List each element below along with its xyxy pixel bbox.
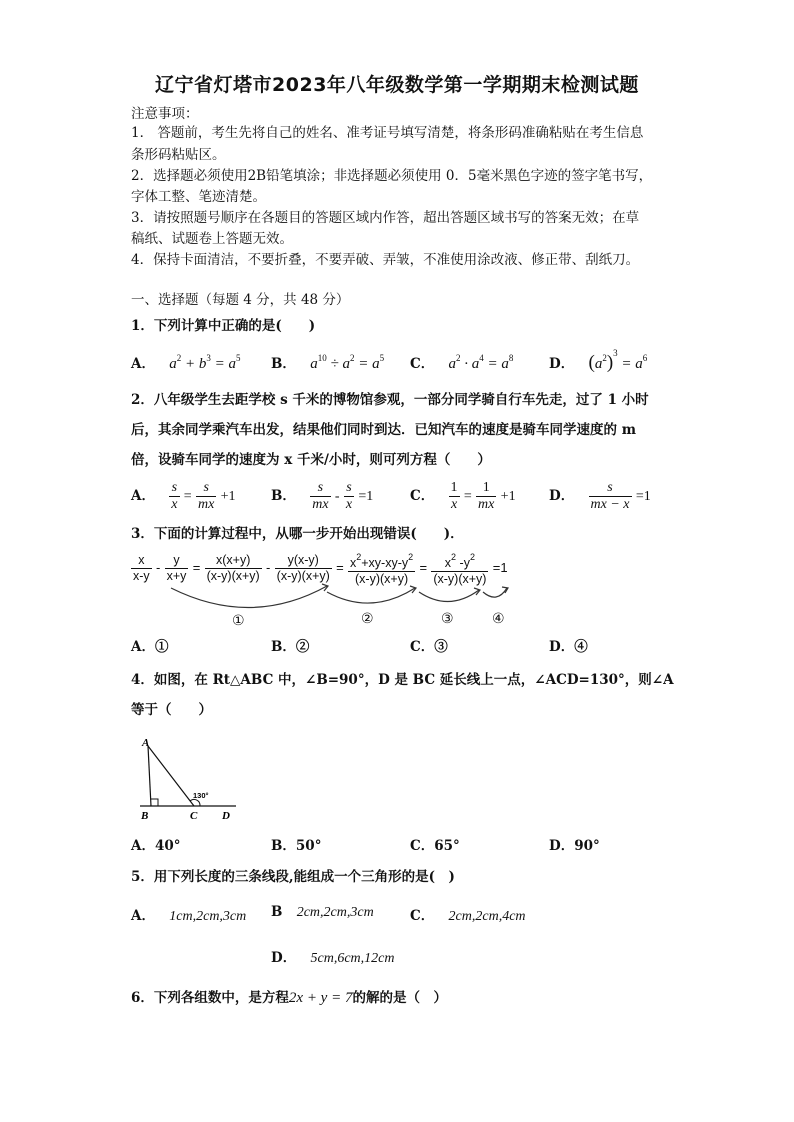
q3-step-arrows: [131, 580, 531, 630]
question-2-line: 后，其余同学乘汽车出发，结果他们同时到达．已知汽车的速度是骑车同学速度的 m: [131, 422, 636, 438]
option-label: C．: [410, 908, 435, 924]
q2-option-b: B． $\frac{s}{mx}$ - $\frac{s}{x}$ =1: [271, 480, 374, 512]
notice-line: 4．保持卡面清洁，不要折叠，不要弄破、弄皱，不准使用涂改液、修正带、刮纸刀。: [131, 252, 640, 268]
q3-option-c: C．③: [410, 639, 448, 655]
q1-option-b: B． $a^{10} \div a^2 = a^5$: [271, 353, 385, 372]
vertex-a-label: A: [142, 737, 150, 749]
vertex-c-label: C: [190, 810, 198, 822]
notice-line: 条形码粘贴区。: [131, 147, 226, 163]
question-2-line: 倍，设骑车同学的速度为 x 千米/小时，则可列方程（ ）: [131, 452, 491, 468]
q5-option-d-value: 5cm,6cm,12cm: [310, 951, 395, 966]
q5-option-a-value: 1cm,2cm,3cm: [169, 909, 247, 924]
q4-option-a: A．40°: [131, 838, 181, 854]
q3-option-b: B．②: [271, 639, 310, 655]
q3-step-2: ②: [361, 611, 374, 627]
section-heading: 一、选择题（每题 4 分，共 48 分）: [131, 292, 350, 308]
question-5-stem: 5．用下列长度的三条线段,能组成一个三角形的是( ): [131, 869, 455, 885]
q5-option-c-value: 2cm,2cm,4cm: [448, 909, 526, 924]
q3-step-4: ④: [492, 611, 505, 627]
option-label: D．: [549, 356, 575, 372]
q6-equation: 2x + y = 7: [288, 990, 353, 1006]
question-2-line: 2．八年级学生去距学校 s 千米的博物馆参观，一部分同学骑自行车先走，过了 1 小时: [131, 392, 649, 408]
q6-stem-after: 的解的是（ ）: [352, 990, 447, 1006]
notice-line: 2．选择题必须使用2B铅笔填涂；非选择题必须使用 0．5毫米黑色字迹的签字笔书写，: [131, 168, 653, 184]
q4-option-c: C．65°: [410, 838, 460, 854]
option-label: B．: [271, 356, 296, 372]
notice-line: 1． 答题前，考生先将自己的姓名、准考证号填写清楚，将条形码准确粘贴在考生信息: [131, 125, 644, 141]
question-1-stem: 1．下列计算中正确的是( ): [131, 318, 316, 334]
q2-option-d: D． $\frac{s}{mx - x}$ =1: [549, 480, 651, 512]
vertex-d-label: D: [222, 810, 230, 822]
question-4-line: 等于（ ）: [131, 702, 212, 718]
notice-line: 稿纸、试题卷上答题无效。: [131, 231, 293, 247]
q5-option-a: [131, 904, 246, 925]
q3-option-a: A．①: [131, 639, 169, 655]
triangle-figure: [138, 734, 248, 824]
q3-computation: $\frac{x}{x-y}$ - $\frac{y}{x+y}$ = $\frac{x(x+y)}{(x-y)(x+y)}$ - $\frac{y(x-y)}{(x-y)(x+y)}$ = $\frac{x^2+xy-xy-y^2}{(x-y)(x+y)}$ = $\frac{x^2 -y^2}{(x-y)(x+y)}$ =1: [133, 552, 508, 586]
notice-line: 字体工整、笔迹清楚。: [131, 189, 266, 205]
question-4-line: 4．如图，在 Rt△ABC 中，∠B=90°，D 是 BC 延长线上一点，∠ACD=130°，则∠A: [131, 672, 674, 688]
q2-option-c: C． $\frac{1}{x}$ = $\frac{1}{mx}$ +1: [410, 480, 516, 512]
option-label: A．: [131, 908, 155, 924]
question-6-stem: [131, 988, 447, 1008]
notice-heading: 注意事项：: [131, 106, 199, 122]
option-label: D．: [271, 950, 297, 966]
q1-option-d: D． $(a^2)^3 = a^6$: [549, 348, 648, 373]
option-label: C．: [410, 488, 435, 504]
option-label: A．: [131, 356, 155, 372]
q5-option-b-value: 2cm,2cm,3cm: [296, 905, 374, 920]
q4-option-d: D．90°: [549, 838, 600, 854]
notice-line: 3．请按照题号顺序在各题目的答题区域内作答，超出答题区域书写的答案无效；在草: [131, 210, 640, 226]
q4-option-b: B．50°: [271, 838, 322, 854]
q2-option-a: A． $\frac{s}{x}$ = $\frac{s}{mx}$ +1: [131, 480, 236, 512]
angle-label: 130°: [193, 791, 209, 800]
q1-option-a: A． $a^2 + b^3 = a^5$: [131, 353, 241, 372]
option-label: B: [271, 904, 283, 920]
page-title: 辽宁省灯塔市2023年八年级数学第一学期期末检测试题: [155, 74, 639, 96]
option-label: C．: [410, 356, 435, 372]
q5-option-b: [271, 904, 374, 921]
question-3-stem: 3．下面的计算过程中，从哪一步开始出现错误( )．: [131, 526, 464, 542]
vertex-b-label: B: [141, 810, 149, 822]
option-label: A．: [131, 488, 155, 504]
q5-option-c: [410, 904, 526, 925]
q3-option-d: D．④: [549, 639, 588, 655]
option-label: D．: [549, 488, 575, 504]
option-label: B．: [271, 488, 296, 504]
q1-option-c: C． $a^2 \cdot a^4 = a^8$: [410, 353, 514, 372]
q6-stem-before: 6．下列各组数中，是方程: [131, 990, 289, 1006]
q5-option-d: [271, 946, 395, 967]
q3-step-1: ①: [232, 613, 245, 629]
q3-step-3: ③: [441, 611, 454, 627]
